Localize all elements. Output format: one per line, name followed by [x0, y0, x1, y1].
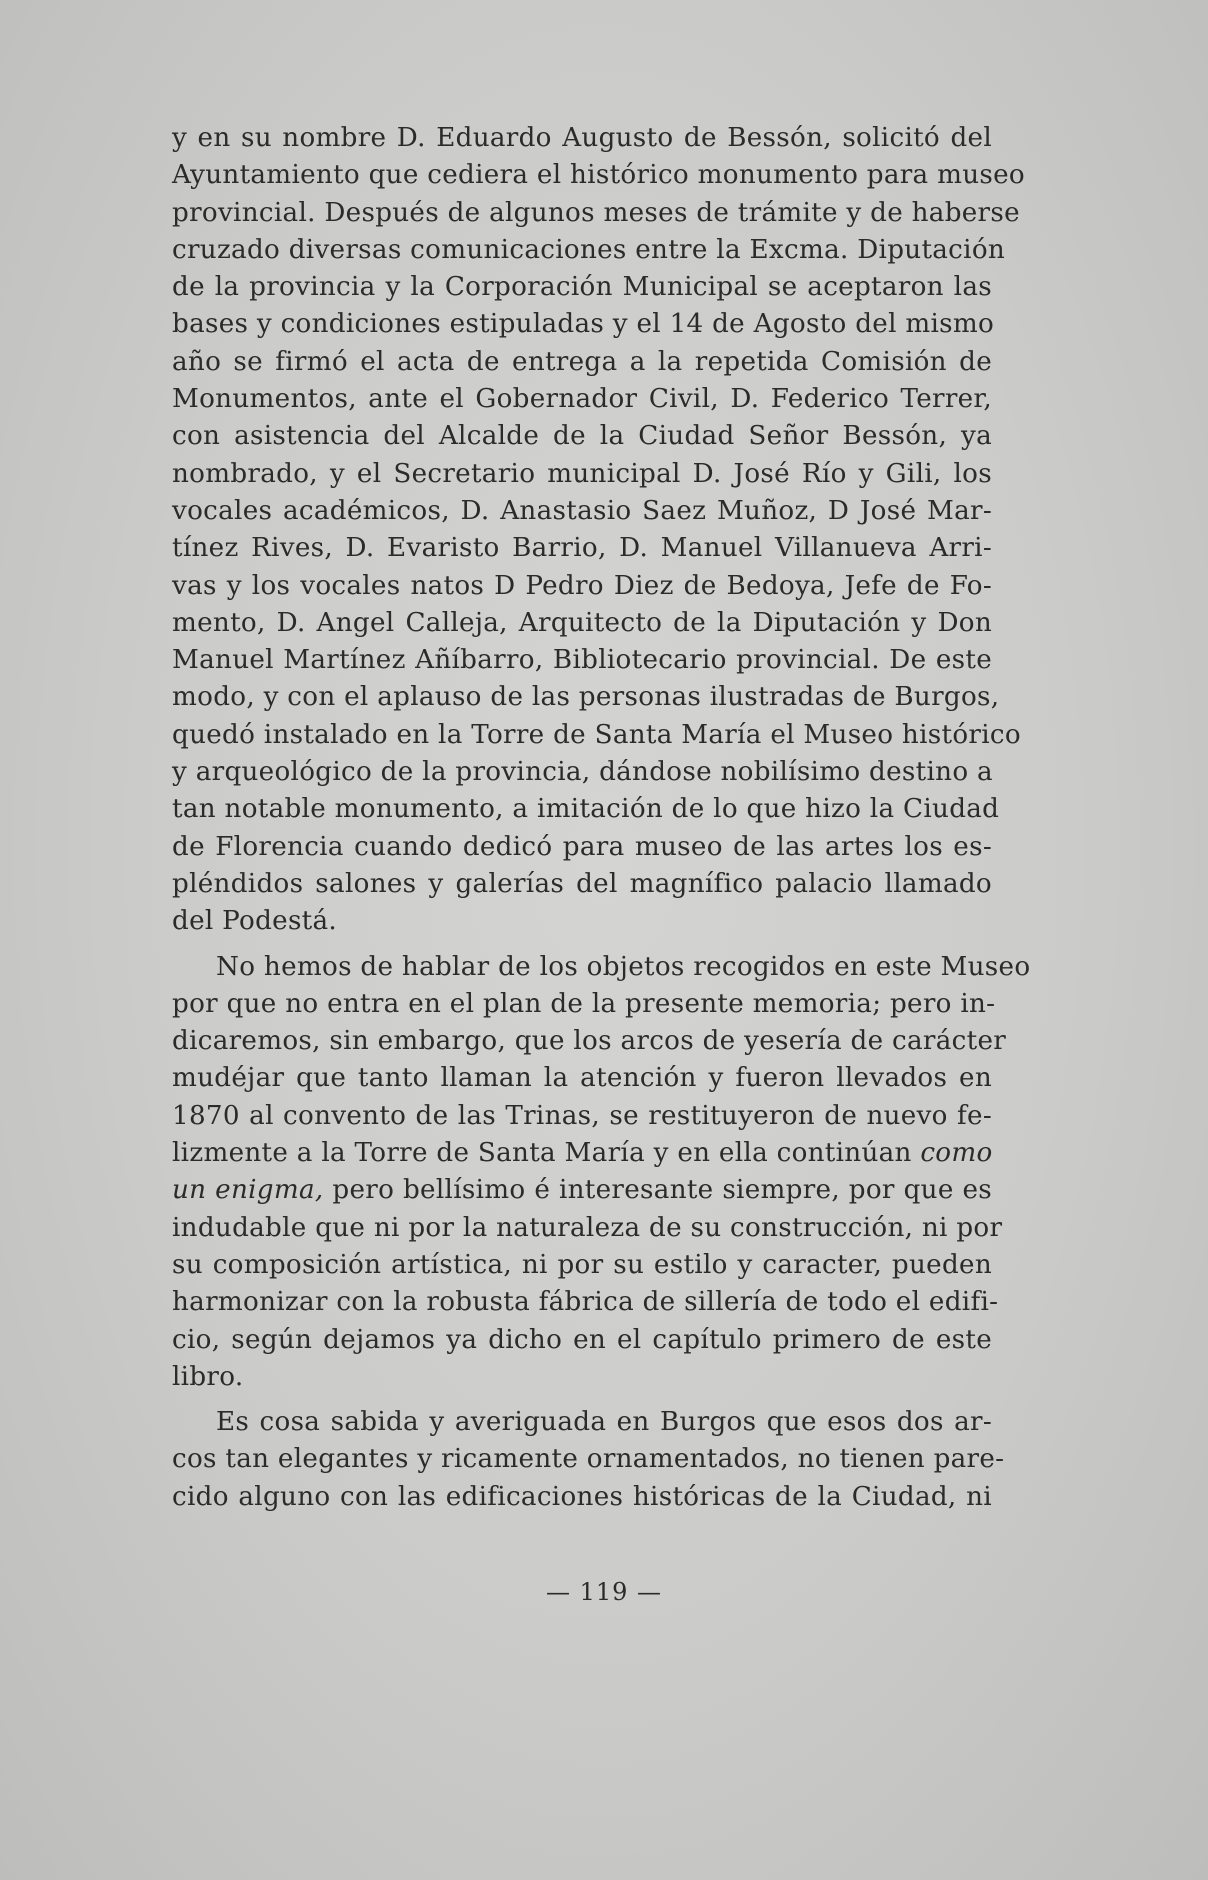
text-line: Ayuntamiento que cediera el histórico monumento para museo	[172, 160, 1025, 191]
paragraph-gap	[172, 941, 992, 949]
text-line: Es cosa sabida y averiguada en Burgos que esos dos ar-	[216, 1407, 992, 1438]
text-line: dicaremos, sin embargo, que los arcos de yesería de carácter	[172, 1026, 1007, 1057]
text-line: libro.	[172, 1361, 244, 1392]
paragraph-1	[172, 120, 1025, 941]
text-line: Manuel Martínez Añíbarro, Bibliotecario provincial. De este	[172, 645, 992, 676]
text-line: vocales académicos, D. Anastasio Saez Muñoz, D José Mar-	[172, 495, 992, 526]
text-line	[172, 1135, 992, 1172]
text-line: año se firmó el acta de entrega a la repetida Comisión de	[172, 346, 992, 377]
text-line: provincial. Después de algunos meses de trámite y de haberse	[172, 197, 1020, 228]
text-line: mudéjar que tanto llaman la atención y fueron llevados en	[172, 1063, 992, 1094]
text-line: cido alguno con las edificaciones históricas de la Ciudad, ni	[172, 1481, 992, 1512]
text-line: del Podestá.	[172, 906, 338, 937]
text-line: vas y los vocales natos D Pedro Diez de Bedoya, Jefe de Fo-	[172, 570, 992, 601]
text-line: y en su nombre D. Eduardo Augusto de Bessón, solicitó del	[172, 123, 992, 153]
paragraph-2	[172, 949, 1031, 1397]
text-line: por que no entra en el plan de la presente memoria; pero in-	[172, 988, 996, 1019]
text-line: con asistencia del Alcalde de la Ciudad Señor Bessón, ya	[172, 421, 992, 452]
text-line: Monumentos, ante el Gobernador Civil, D. Federico Terrer,	[172, 384, 992, 415]
text-line: nombrado, y el Secretario municipal D. José Río y Gili, los	[172, 458, 992, 489]
text-line: mento, D. Angel Calleja, Arquitecto de la Diputación y Don	[172, 607, 992, 638]
text-line: bases y condiciones estipuladas y el 14 de Agosto del mismo	[172, 309, 995, 340]
text-line: cio, según dejamos ya dicho en el capítulo primero de este	[172, 1324, 992, 1355]
text-segment: pero bellísimo é interesante siempre, por que es	[332, 1175, 992, 1206]
italic-text: un enigma,	[172, 1175, 324, 1206]
text-line: tan notable monumento, a imitación de lo que hizo la Ciudad	[172, 794, 1000, 825]
text-line: 1870 al convento de las Trinas, se restituyeron de nuevo fe-	[172, 1100, 992, 1131]
text-line: su composición artística, ni por su estilo y caracter, pueden	[172, 1249, 992, 1280]
text-line: indudable que ni por la naturaleza de su construcción, ni por	[172, 1212, 1003, 1243]
text-line: tínez Rives, D. Evaristo Barrio, D. Manuel Villanueva Arri-	[172, 533, 992, 564]
text-line: de Florencia cuando dedicó para museo de las artes los es-	[172, 831, 992, 862]
text-line: cruzado diversas comunicaciones entre la Excma. Diputación	[172, 234, 1006, 265]
paragraph-3	[172, 1404, 1005, 1516]
text-line: quedó instalado en la Torre de Santa María el Museo histórico	[172, 719, 1021, 750]
paragraph-gap	[172, 1396, 992, 1404]
text-line	[172, 1172, 992, 1209]
text-line: de la provincia y la Corporación Municipal se aceptaron las	[172, 272, 992, 303]
text-line: harmonizar con la robusta fábrica de sillería de todo el edifi-	[172, 1287, 999, 1318]
italic-text: como	[920, 1138, 993, 1169]
text-line: pléndidos salones y galerías del magnífico palacio llamado	[172, 868, 992, 899]
text-line: modo, y con el aplauso de las personas ilustradas de Burgos,	[172, 682, 1000, 713]
text-segment: lizmente a la Torre de Santa María y en ella continúan	[172, 1138, 912, 1169]
page-number: — 119 —	[545, 1578, 663, 1606]
text-line: y arqueológico de la provincia, dándose nobilísimo destino a	[172, 757, 993, 788]
body-text	[172, 120, 1031, 1516]
text-line: cos tan elegantes y ricamente ornamentados, no tienen pare-	[172, 1444, 1005, 1475]
text-line: No hemos de hablar de los objetos recogidos en este Museo	[216, 951, 1031, 982]
